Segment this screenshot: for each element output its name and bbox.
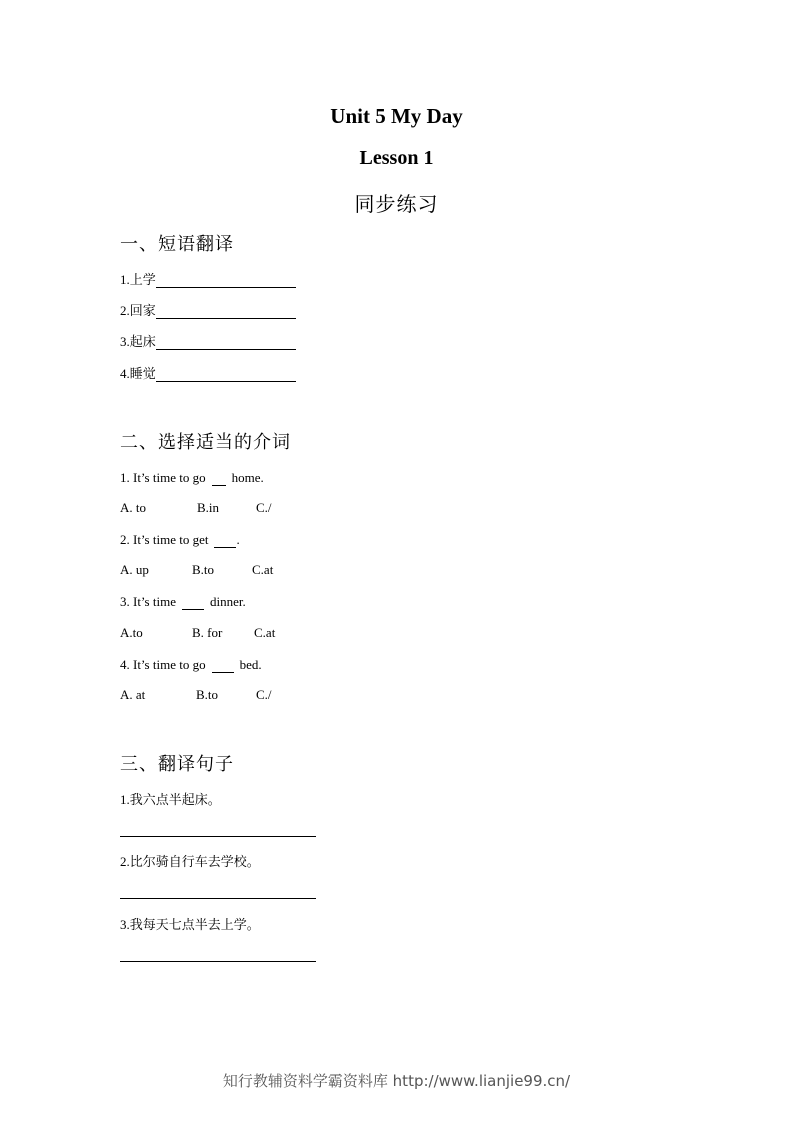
- worksheet-title: Unit 5 My Day: [330, 104, 463, 128]
- phrase-label: 3.起床: [120, 334, 156, 349]
- phrase-item-3: [120, 332, 296, 350]
- option-a: A.to: [120, 625, 143, 640]
- sentence-item-2: 2.比尔骑自行车去学校。: [120, 854, 260, 869]
- question-text: 1. It’s time to go: [120, 470, 206, 485]
- answer-blank[interactable]: [156, 273, 296, 288]
- answer-line[interactable]: [120, 836, 316, 837]
- option-b: B.to: [192, 562, 215, 577]
- answer-blank[interactable]: [156, 335, 296, 350]
- option-b: B.in: [197, 500, 220, 515]
- question-text: 2. It’s time to get: [120, 532, 209, 547]
- option-c: C./: [256, 500, 272, 515]
- section1-heading: 一、短语翻译: [120, 234, 234, 255]
- option-a: A. to: [120, 500, 146, 515]
- phrase-item-1: [120, 270, 296, 288]
- option-c: C.at: [254, 625, 276, 640]
- answer-blank[interactable]: [214, 533, 236, 548]
- answer-blank[interactable]: [156, 367, 296, 382]
- question-1: [120, 468, 264, 486]
- question-text-end: dinner.: [209, 594, 246, 609]
- phrase-label: 4.睡觉: [120, 366, 156, 381]
- question-3: [120, 592, 246, 610]
- phrase-item-2: [120, 301, 296, 319]
- answer-line[interactable]: [120, 961, 316, 962]
- section3-heading: 三、翻译句子: [120, 754, 234, 775]
- question-text: 3. It’s time: [120, 594, 176, 609]
- answer-blank[interactable]: [212, 471, 226, 486]
- option-a: A. at: [120, 687, 146, 702]
- answer-blank[interactable]: [212, 658, 234, 673]
- section2-heading: 二、选择适当的介词: [120, 432, 291, 453]
- question-4: [120, 655, 262, 673]
- question-text-end: bed.: [239, 657, 262, 672]
- option-c: C.at: [252, 562, 274, 577]
- sentence-item-1: 1.我六点半起床。: [120, 792, 221, 807]
- question-text-end: .: [236, 532, 240, 547]
- answer-line[interactable]: [120, 898, 316, 899]
- option-a: A. up: [120, 562, 149, 577]
- lesson-title: Lesson 1: [359, 147, 434, 169]
- option-b: B.to: [196, 687, 219, 702]
- option-c: C./: [256, 687, 272, 702]
- phrase-label: 1.上学: [120, 272, 156, 287]
- question-2: [120, 530, 240, 548]
- phrase-item-4: [120, 364, 296, 382]
- answer-blank[interactable]: [182, 595, 204, 610]
- question-text: 4. It’s time to go: [120, 657, 206, 672]
- footer-watermark: 知行教辅资料学霸资料库 http://www.lianjie99.cn/: [222, 1072, 571, 1090]
- answer-blank[interactable]: [156, 304, 296, 319]
- question-text-end: home.: [231, 470, 264, 485]
- option-b: B. for: [192, 625, 223, 640]
- phrase-label: 2.回家: [120, 303, 156, 318]
- sentence-item-3: 3.我每天七点半去上学。: [120, 917, 260, 932]
- worksheet-subtitle: 同步练习: [354, 192, 439, 216]
